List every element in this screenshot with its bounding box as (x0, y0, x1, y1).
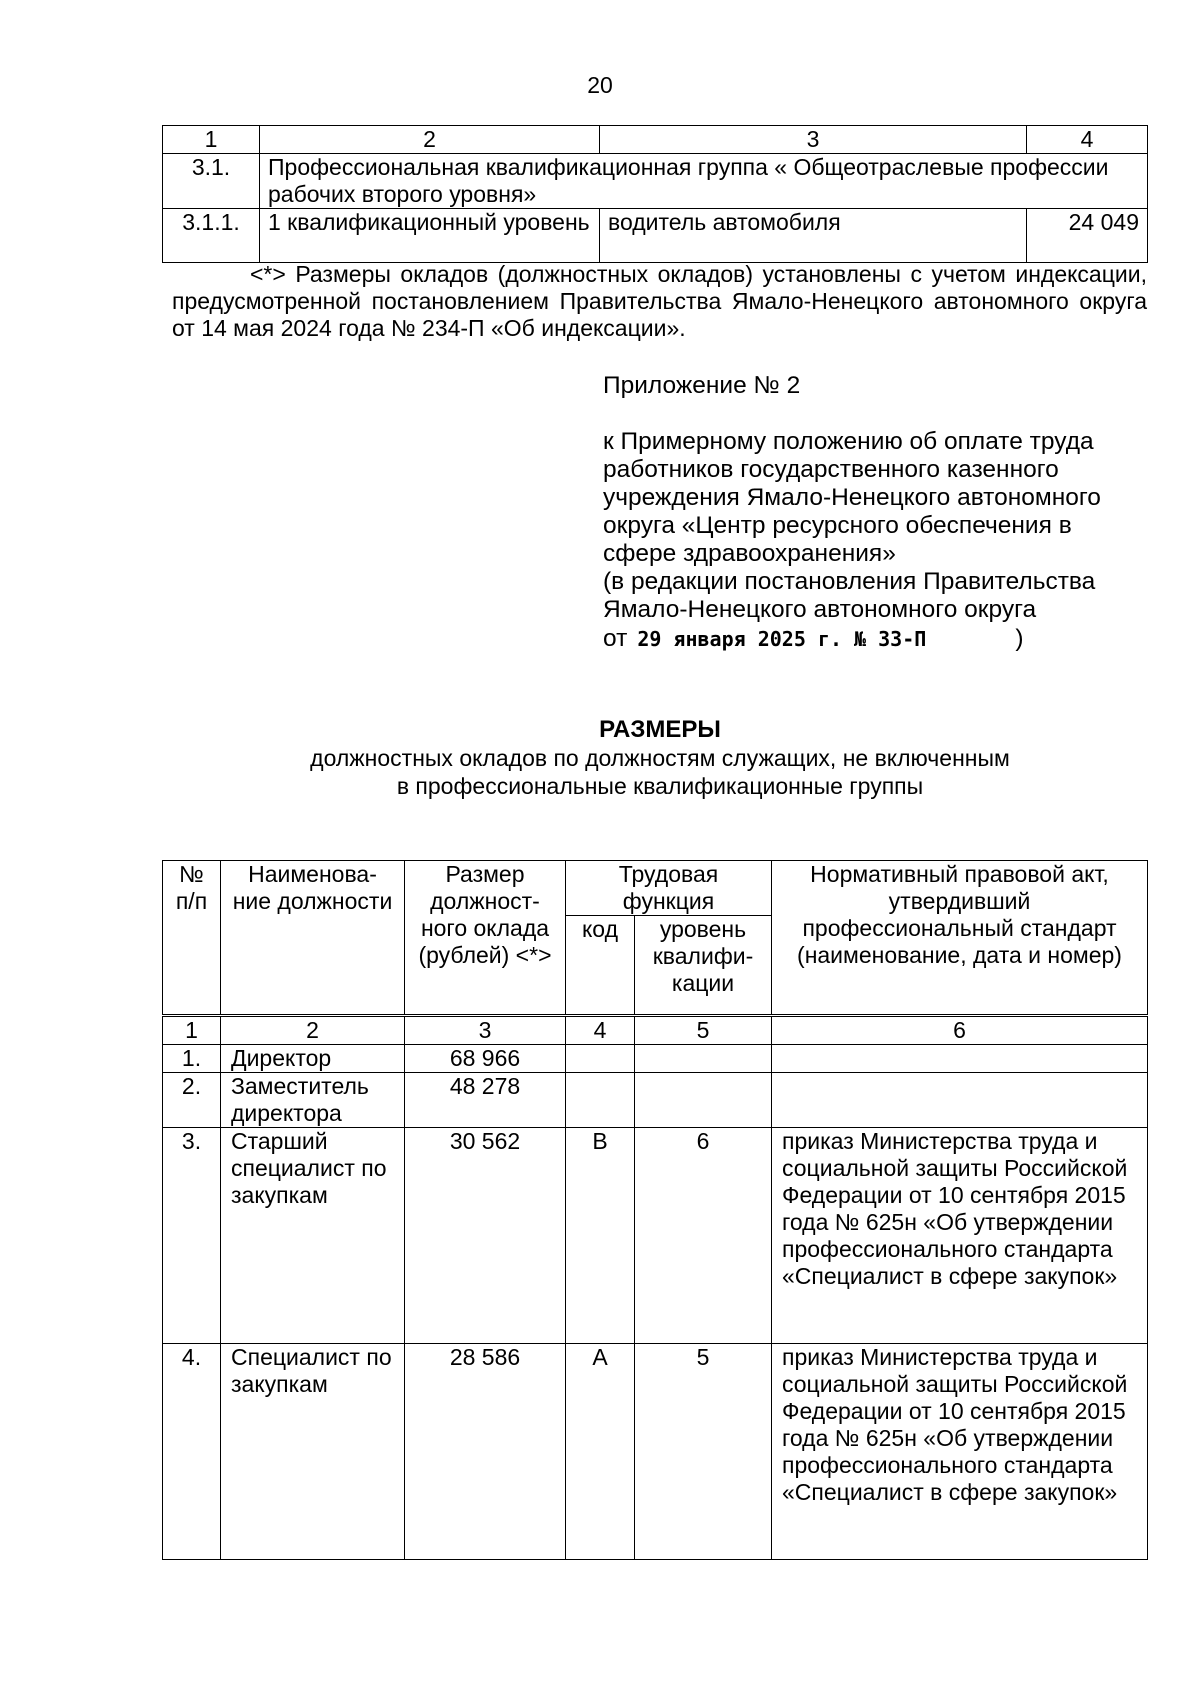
title-subtitle-line: в профессиональные квалификационные группы (396, 773, 924, 799)
salary-value: 28 586 (405, 1344, 566, 1560)
position-name: водитель автомобиля (600, 209, 1027, 263)
qualification-level (635, 1045, 772, 1073)
column-number: 6 (772, 1017, 1148, 1045)
header-code: код (566, 916, 635, 1015)
function-code (566, 1045, 635, 1073)
table-row (163, 209, 1148, 263)
qualification-level: 6 (635, 1128, 772, 1344)
column-number: 4 (1027, 126, 1148, 154)
header-qualification-level: уровень квалифи- кации (635, 916, 772, 1015)
table-row (163, 1128, 1148, 1344)
annex-line: учреждения Ямало-Ненецкого автономного (603, 484, 1101, 511)
annex-title: Приложение № 2 (603, 372, 801, 399)
table-row (163, 1344, 1148, 1560)
qualification-level (635, 1073, 772, 1128)
column-number: 1 (163, 126, 260, 154)
title-main: РАЗМЕРЫ (599, 716, 721, 743)
position-name: Директор (221, 1045, 405, 1073)
legal-act (772, 1045, 1148, 1073)
position-name: Специалист по закупкам (221, 1344, 405, 1560)
salary-value: 48 278 (405, 1073, 566, 1128)
annex-date-prefix: от (603, 625, 628, 652)
annex-line: округа «Центр ресурсного обеспечения в (603, 512, 1072, 539)
header-labor-function: Трудовая функция (566, 861, 772, 916)
row-number: 1. (163, 1045, 221, 1073)
column-number: 3 (405, 1017, 566, 1045)
annex-date-value: 29 января 2025 г. № 33-П (637, 627, 927, 651)
page-number: 20 (587, 72, 613, 98)
function-code (566, 1073, 635, 1128)
position-name: Старший специалист по закупкам (221, 1128, 405, 1344)
column-number: 4 (566, 1017, 635, 1045)
row-number: 3.1. (163, 154, 260, 209)
qualification-level: 1 квалификационный уровень (260, 209, 600, 263)
function-code: B (566, 1128, 635, 1344)
salary-value: 68 966 (405, 1045, 566, 1073)
annex-date-suffix: ) (1015, 625, 1024, 652)
column-number: 2 (221, 1017, 405, 1045)
table-row (163, 1073, 1148, 1128)
annex-line: сфере здравоохранения» (603, 540, 896, 567)
salary-value: 30 562 (405, 1128, 566, 1344)
salary-table-continuation (162, 125, 1148, 263)
header-legal-act: Нормативный правовой акт, утвердивший профессиональный стандарт (наименование, дата и номер) (772, 861, 1148, 1015)
qualification-level: 5 (635, 1344, 772, 1560)
function-code: A (566, 1344, 635, 1560)
footnote: <*> Размеры окладов (должностных окладов) установлены с учетом индексации, предусмотренной постановлением Правительства Ямало-Ненецкого автономного округа от 14 мая 2024 года № 234-П «Об индексации». (172, 261, 1147, 341)
title-subtitle-line: должностных окладов по должностям служащих, не включенным (310, 745, 1010, 771)
column-number: 2 (260, 126, 600, 154)
header-salary: Размер должност- ного оклада (рублей) <*> (405, 861, 566, 1015)
table-row (163, 154, 1148, 209)
qualification-group: Профессиональная квалификационная группа « Общеотраслевые профессии рабочих второго уровня» (260, 154, 1148, 209)
row-number: 2. (163, 1073, 221, 1128)
salary-table-header (162, 860, 1148, 1015)
annex-line: к Примерному положению об оплате труда (603, 428, 1094, 455)
annex-line: работников государственного казенного (603, 456, 1059, 483)
legal-act: приказ Министерства труда и социальной защиты Российской Федерации от 10 сентября 2015 года № 625н «Об утверждении профессионального стандарта «Специалист в сфере закупок» (772, 1344, 1148, 1560)
column-number: 1 (163, 1017, 221, 1045)
salary-table (162, 1016, 1148, 1560)
header-number: № п/п (163, 861, 221, 1015)
column-number: 3 (600, 126, 1027, 154)
annex-line: Ямало-Ненецкого автономного округа (603, 596, 1037, 623)
salary-value: 24 049 (1027, 209, 1148, 263)
document-title (0, 716, 1200, 800)
table-row (163, 1045, 1148, 1073)
position-name: Заместитель директора (221, 1073, 405, 1128)
annex-line: (в редакции постановления Правительства (603, 568, 1096, 595)
annex-date-line (603, 625, 1163, 653)
column-numbers-row (163, 1017, 1148, 1045)
row-number: 4. (163, 1344, 221, 1560)
row-number: 3. (163, 1128, 221, 1344)
column-number: 5 (635, 1017, 772, 1045)
annex-header (603, 372, 1163, 653)
row-number: 3.1.1. (163, 209, 260, 263)
header-position-name: Наименова- ние должности (221, 861, 405, 1015)
table-header-row (163, 861, 1148, 916)
table-header-row (163, 126, 1148, 154)
legal-act: приказ Министерства труда и социальной защиты Российской Федерации от 10 сентября 2015 года № 625н «Об утверждении профессионального стандарта «Специалист в сфере закупок» (772, 1128, 1148, 1344)
legal-act (772, 1073, 1148, 1128)
